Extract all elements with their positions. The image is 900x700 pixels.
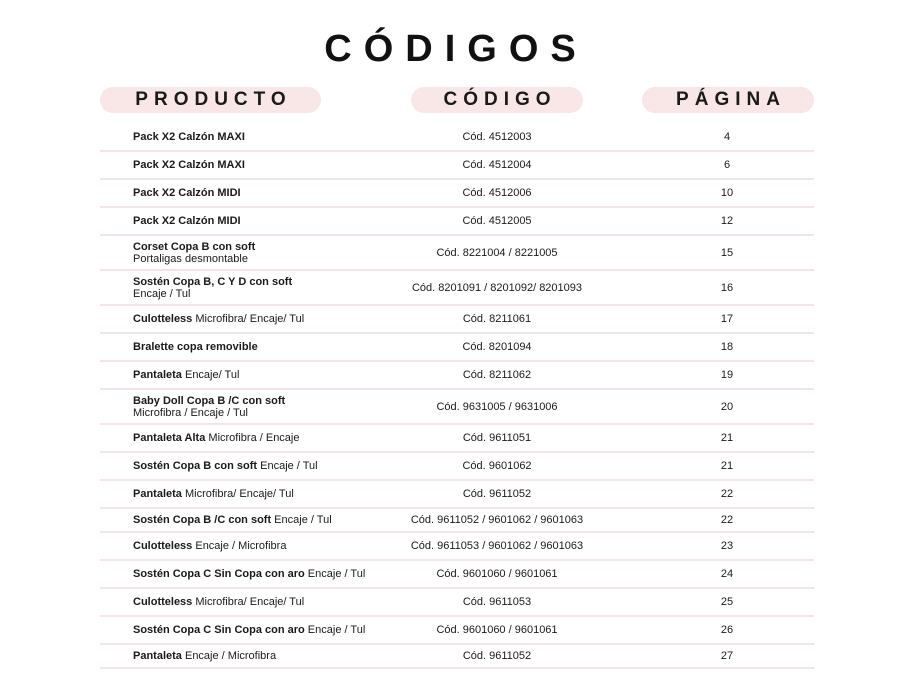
product-cell [133, 131, 433, 143]
table-row [100, 533, 814, 561]
product-cell [133, 215, 433, 227]
product-name: Pantaleta [133, 488, 182, 500]
code-cell: Cód. 9601060 / 9601061 [436, 568, 558, 580]
product-cell [133, 241, 433, 265]
page-cell: 25 [720, 596, 734, 608]
page-cell: 10 [720, 187, 734, 199]
table-row [100, 481, 814, 509]
product-detail: Encaje / Tul [304, 568, 366, 580]
code-cell: Cód. 8201091 / 8201092/ 8201093 [411, 281, 583, 294]
code-cell: Cód. 8211061 [462, 313, 532, 325]
product-name: Corset Copa B con soft [133, 240, 256, 253]
page-cell: 18 [720, 341, 734, 353]
page-cell: 21 [720, 460, 734, 472]
product-detail: Encaje / Tul [271, 514, 332, 526]
product-name: Sostén Copa C Sin Copa con aro [133, 568, 305, 580]
product-cell [133, 432, 433, 444]
product-detail: Microfibra/ Encaje/ Tul [181, 488, 294, 500]
table-row [100, 180, 814, 208]
product-detail: Microfibra/ Encaje/ Tul [192, 596, 305, 608]
product-name: Pack X2 Calzón MAXI [133, 159, 245, 171]
product-detail: Encaje / Microfibra [192, 540, 287, 552]
product-cell [133, 460, 433, 472]
page-cell: 17 [720, 313, 734, 325]
column-header-product: PRODUCTO [100, 87, 321, 113]
product-detail: Encaje/ Tul [181, 369, 240, 381]
table-row [100, 617, 814, 645]
page-title: CÓDIGOS [324, 28, 588, 70]
product-detail: Encaje / Tul [304, 624, 366, 636]
product-cell [133, 276, 433, 300]
code-cell: Cód. 9611051 [462, 432, 532, 444]
product-cell [133, 187, 433, 199]
product-name: Sostén Copa B /C con soft [133, 514, 272, 526]
code-cell: Cód. 9601062 [462, 460, 532, 472]
table-row [100, 645, 814, 669]
product-name: Pantaleta [133, 369, 182, 381]
product-name: Pantaleta Alta [133, 432, 206, 444]
product-detail-line2: Encaje / Tul [133, 287, 191, 300]
page-cell: 19 [720, 369, 734, 381]
table-row [100, 425, 814, 453]
page-cell: 20 [720, 400, 734, 413]
product-name: Sostén Copa C Sin Copa con aro [133, 624, 305, 636]
product-detail: Encaje / Microfibra [181, 650, 277, 662]
product-cell [133, 313, 433, 325]
table-row [100, 152, 814, 180]
page-cell: 24 [720, 568, 734, 580]
code-cell: Cód. 9611052 [462, 488, 532, 500]
product-detail: Microfibra/ Encaje/ Tul [192, 313, 305, 325]
product-name: Baby Doll Copa B /C con soft [133, 394, 286, 407]
table-row [100, 390, 814, 425]
product-name: Pack X2 Calzón MAXI [133, 131, 245, 143]
product-cell [133, 596, 433, 608]
product-detail: Encaje / Tul [257, 460, 318, 472]
page-cell: 15 [720, 246, 734, 259]
table-row [100, 334, 814, 362]
page-cell: 27 [720, 650, 734, 662]
page-cell: 26 [720, 624, 734, 636]
table-row [100, 271, 814, 306]
page-cell: 12 [720, 215, 734, 227]
table-row [100, 509, 814, 533]
product-cell [133, 395, 433, 419]
table-row [100, 362, 814, 390]
table-row [100, 453, 814, 481]
page-cell: 22 [720, 514, 734, 526]
code-cell: Cód. 8211062 [462, 369, 532, 381]
page-cell: 22 [720, 488, 734, 500]
product-cell [133, 341, 433, 353]
code-cell: Cód. 8221004 / 8221005 [436, 246, 558, 259]
product-detail-line2: Microfibra / Encaje / Tul [133, 406, 248, 419]
page-cell: 16 [720, 281, 734, 294]
product-cell [133, 624, 433, 636]
product-name: Pack X2 Calzón MIDI [133, 187, 241, 199]
product-name: Bralette copa removible [133, 341, 258, 353]
product-name: Pantaleta [133, 650, 182, 662]
code-cell: Cód. 9611053 / 9601062 / 9601063 [410, 540, 584, 552]
table-row [100, 561, 814, 589]
product-cell [133, 159, 433, 171]
product-cell [133, 568, 433, 580]
product-name: Sostén Copa B, C Y D con soft [133, 275, 293, 288]
product-cell [133, 650, 433, 662]
code-cell: Cód. 8201094 [462, 341, 532, 353]
code-cell: Cód. 4512004 [462, 159, 532, 171]
table-row [100, 306, 814, 334]
page-cell: 23 [720, 540, 734, 552]
product-cell [133, 369, 433, 381]
product-name: Sostén Copa B con soft [133, 460, 258, 472]
code-cell: Cód. 9611053 [462, 596, 532, 608]
code-cell: Cód. 4512006 [462, 187, 532, 199]
code-cell: Cód. 9611052 / 9601062 / 9601063 [410, 514, 584, 526]
product-cell [133, 488, 433, 500]
column-header-code: CÓDIGO [411, 87, 583, 113]
code-cell: Cód. 9631005 / 9631006 [436, 400, 558, 413]
table-row [100, 589, 814, 617]
code-cell: Cód. 4512003 [462, 131, 532, 143]
page-cell: 4 [723, 131, 731, 143]
page-cell: 6 [723, 159, 731, 171]
product-name: Culotteless [133, 596, 193, 608]
product-name: Pack X2 Calzón MIDI [133, 215, 241, 227]
column-header-page: PÁGINA [642, 87, 814, 113]
codes-table [100, 124, 814, 669]
code-cell: Cód. 9611052 [462, 650, 532, 662]
code-cell: Cód. 4512005 [462, 215, 532, 227]
product-name: Culotteless [133, 540, 193, 552]
product-cell [133, 514, 433, 526]
table-row [100, 124, 814, 152]
table-row [100, 208, 814, 236]
table-row [100, 236, 814, 271]
page-cell: 21 [720, 432, 734, 444]
product-cell [133, 540, 433, 552]
product-detail: Microfibra / Encaje [205, 432, 300, 444]
product-detail-line2: Portaligas desmontable [133, 252, 248, 265]
product-name: Culotteless [133, 313, 193, 325]
code-cell: Cód. 9601060 / 9601061 [436, 624, 558, 636]
